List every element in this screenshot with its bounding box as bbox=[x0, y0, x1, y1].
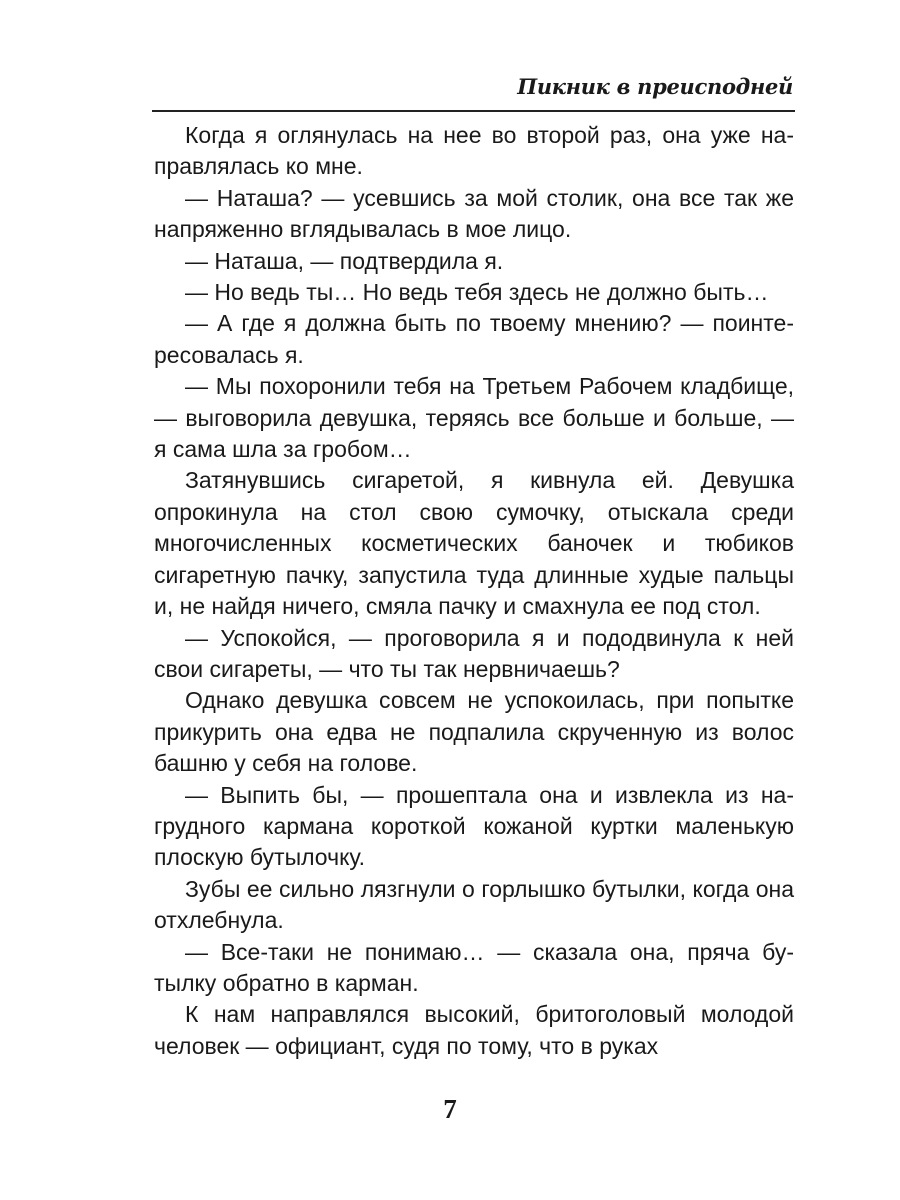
paragraph: Затянувшись сигаретой, я кивнула ей. Девушка опрокинула на стол свою сумочку, отыскала среди многочисленных косметических баночек и тюбиков сигаретную пачку, запустила туда длинные худые пальцы и, не найдя ничего, смяла пачку и смахнула ее под стол. bbox=[154, 467, 794, 620]
paragraph: — Наташа, — подтвердила я. bbox=[185, 247, 504, 274]
paragraph: К нам направлялся высокий, бритоголовый молодой человек — официант, судя по тому, что в руках bbox=[154, 1001, 794, 1059]
paragraph: — Успокойся, — проговорила я и пододвинула к ней свои сигареты, — что ты так нервничаешь? bbox=[154, 624, 794, 682]
paragraph: — Выпить бы, — прошептала она и извлекла из нагрудного кармана короткой кожаной куртки маленькую плоскую бутылочку. bbox=[154, 781, 794, 871]
page-number: 7 bbox=[443, 1094, 457, 1124]
paragraph: — Наташа? — усевшись за мой столик, она все так же напряженно вглядывалась в мое лицо. bbox=[154, 184, 794, 243]
running-head: Пикник в преисподней bbox=[517, 74, 793, 99]
header-rule bbox=[152, 110, 795, 112]
paragraph: — А где я должна быть по твоему мнению? — поинтересовалась я. bbox=[154, 310, 794, 368]
body-text bbox=[154, 120, 794, 1062]
paragraph: — Все-таки не понимаю… — сказала она, пряча бутылку обратно в карман. bbox=[154, 938, 794, 996]
paragraph: Зубы ее сильно лязгнули о горлышко бутылки, когда она отхлебнула. bbox=[154, 875, 794, 934]
paragraph: Когда я оглянулась на нее во второй раз, она уже направлялась ко мне. bbox=[154, 122, 794, 180]
paragraph: Однако девушка совсем не успокоилась, при попытке прикурить она едва не подпалила скрученную из волос башню у себя на голове. bbox=[154, 687, 794, 777]
paragraph: — Мы похоронили тебя на Третьем Рабочем кладбище, — выговорила девушка, теряясь все больше и больше, — я сама шла за гробом… bbox=[154, 373, 794, 463]
paragraph: — Но ведь ты… Но ведь тебя здесь не должно быть… bbox=[185, 279, 769, 306]
